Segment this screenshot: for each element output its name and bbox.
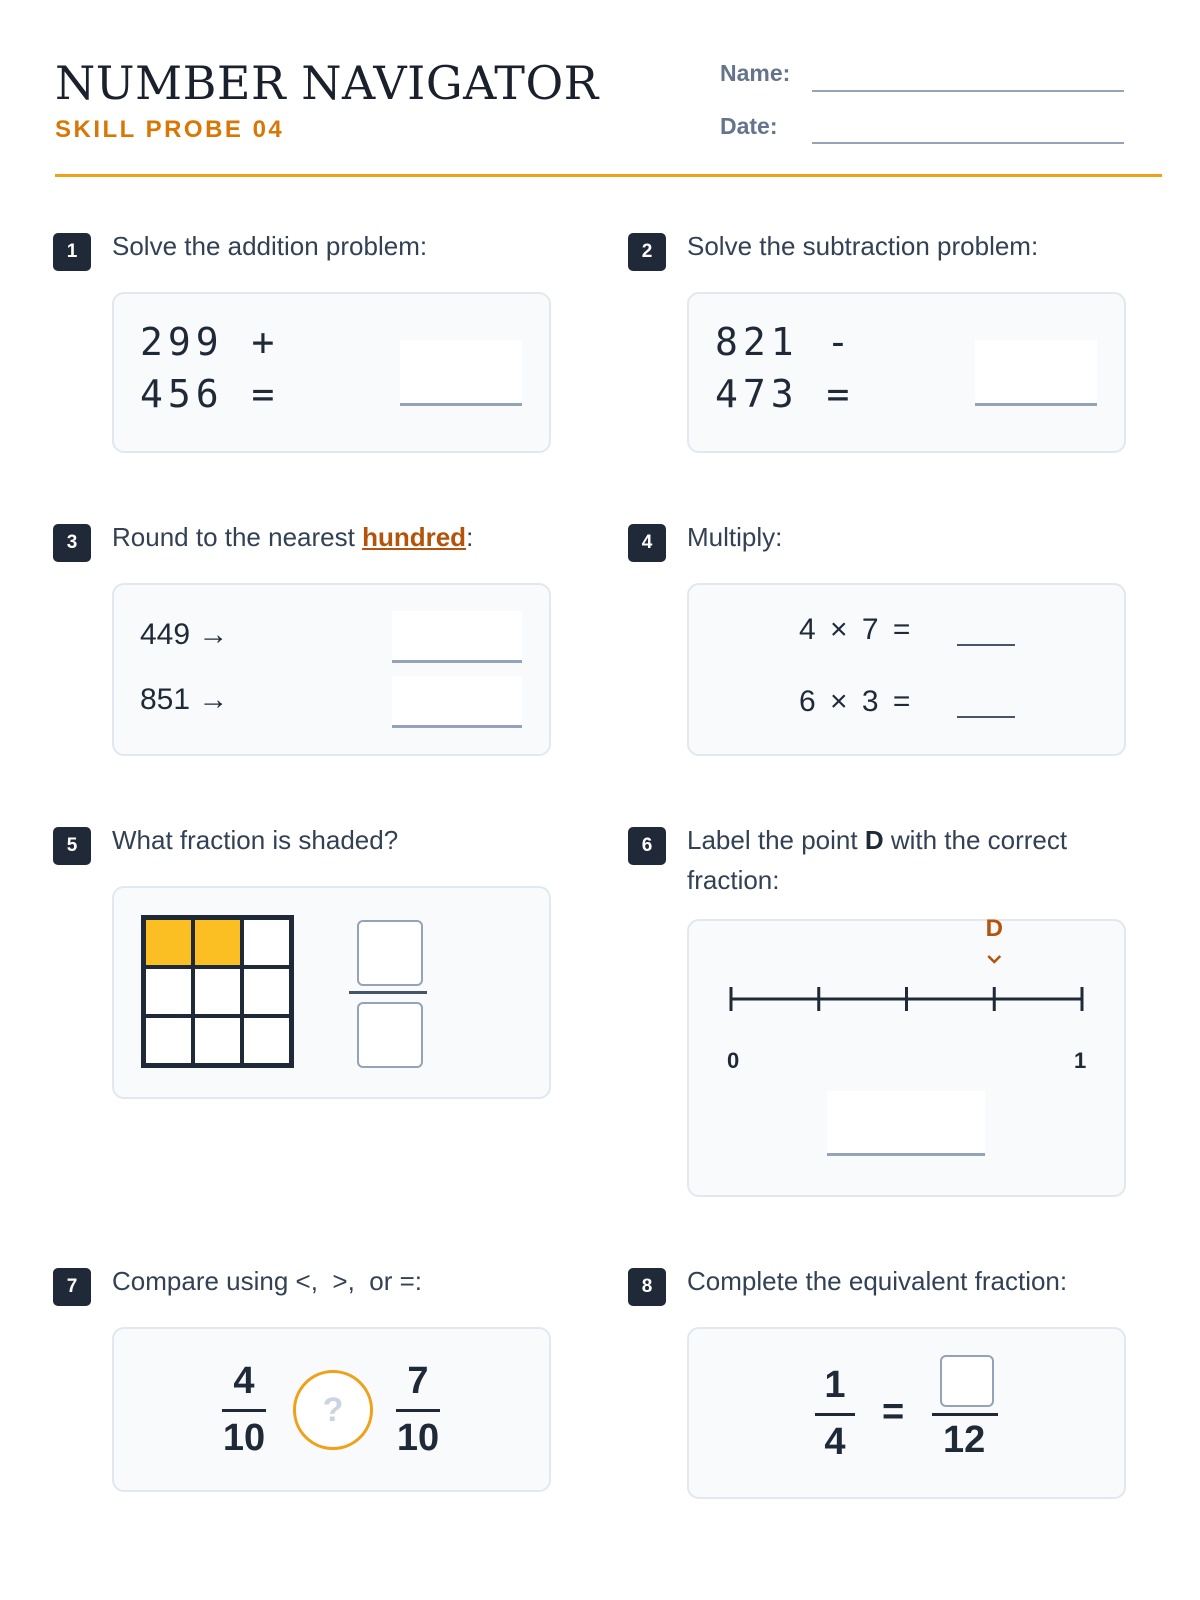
addition-card <box>112 292 551 453</box>
question-number-badge: 4 <box>628 524 666 562</box>
number-line-end-label: 1 <box>1074 1048 1087 1073</box>
multiply-answer-2[interactable] <box>957 716 1015 718</box>
fraction-bar <box>396 1409 440 1412</box>
prompt-text: : <box>466 522 474 552</box>
date-field[interactable] <box>812 142 1124 144</box>
numerator-box[interactable] <box>357 920 423 986</box>
header-divider <box>55 174 1162 177</box>
question-prompt <box>687 820 1127 900</box>
question-number-badge: 1 <box>53 233 91 271</box>
addition-answer-box[interactable] <box>400 340 522 406</box>
target-denominator: 12 <box>943 1419 986 1461</box>
grid-cell <box>193 1016 242 1065</box>
grid-cell <box>193 967 242 1016</box>
number-line-start-label: 0 <box>727 1048 740 1073</box>
fraction-bar <box>349 991 427 994</box>
fraction-bar <box>815 1413 855 1416</box>
subtraction-card <box>687 292 1126 453</box>
question-number-badge: 7 <box>53 1268 91 1306</box>
rounding-answer-box-2[interactable] <box>392 676 522 728</box>
point-name: D <box>864 825 884 855</box>
subtraction-answer-box[interactable] <box>975 340 1097 406</box>
point-d-answer-box[interactable] <box>827 1091 985 1156</box>
right-numerator: 7 <box>407 1360 429 1402</box>
compare-card <box>112 1327 551 1492</box>
given-numerator: 1 <box>824 1364 846 1406</box>
date-label: Date: <box>720 113 778 139</box>
question-prompt: Compare using <, >, or =: <box>112 1266 422 1296</box>
denominator-box[interactable] <box>357 1002 423 1068</box>
addition-line-1: 299 + <box>140 320 280 364</box>
worksheet-title: NUMBER NAVIGATOR <box>55 56 599 110</box>
addition-line-2: 456 = <box>140 372 280 416</box>
grid-cell-shaded <box>193 918 242 967</box>
grid-cell <box>242 967 291 1016</box>
number-line-card <box>687 915 1126 1197</box>
question-number-badge: 8 <box>628 1268 666 1306</box>
name-field[interactable] <box>812 90 1124 92</box>
fraction-bar <box>932 1413 998 1416</box>
right-denominator: 10 <box>396 1417 440 1459</box>
grid-cell <box>242 1016 291 1065</box>
subtraction-line-1: 821 - <box>715 320 855 364</box>
prompt-text: with the correct fraction: <box>687 825 1068 895</box>
compare-symbol-circle[interactable]: ? <box>293 1370 373 1450</box>
question-prompt: What fraction is shaded? <box>112 825 399 855</box>
multiply-answer-1[interactable] <box>957 644 1015 646</box>
multiply-item-2: 6 × 3 = <box>799 685 911 718</box>
multiply-item-1: 4 × 7 = <box>799 613 911 646</box>
grid-cell <box>144 967 193 1016</box>
fraction-bar <box>222 1409 266 1412</box>
given-denominator: 4 <box>824 1421 846 1463</box>
question-number-badge: 5 <box>53 827 91 865</box>
number-line <box>689 921 1124 1081</box>
rounding-card <box>112 583 551 756</box>
fraction-grid <box>141 915 294 1068</box>
left-fraction <box>222 1359 266 1460</box>
rounding-item-1: 449 → <box>140 618 229 651</box>
question-number-badge: 2 <box>628 233 666 271</box>
question-number-badge: 6 <box>628 827 666 865</box>
missing-numerator-box[interactable] <box>940 1355 994 1407</box>
highlight-word: hundred <box>362 522 467 552</box>
multiply-card <box>687 583 1126 756</box>
left-denominator: 10 <box>222 1417 266 1459</box>
question-prompt: Solve the addition problem: <box>112 231 428 261</box>
name-label: Name: <box>720 60 791 86</box>
rounding-item-2: 851 → <box>140 683 229 716</box>
equals-sign: = <box>882 1391 905 1433</box>
prompt-text: Round to the nearest <box>112 522 363 552</box>
equivalent-fraction-card <box>687 1327 1126 1499</box>
grid-cell <box>144 1016 193 1065</box>
rounding-answer-box-1[interactable] <box>392 611 522 663</box>
question-prompt: Complete the equivalent fraction: <box>687 1266 1068 1296</box>
left-numerator: 4 <box>233 1360 255 1402</box>
fraction-grid-card <box>112 886 551 1099</box>
question-prompt <box>112 517 473 557</box>
chevron-down-icon <box>988 956 1000 962</box>
prompt-text: Label the point <box>687 825 865 855</box>
question-prompt: Solve the subtraction problem: <box>687 231 1039 261</box>
question-prompt: Multiply: <box>687 522 783 552</box>
right-fraction <box>396 1359 440 1460</box>
given-fraction <box>813 1363 857 1464</box>
worksheet-subtitle: SKILL PROBE 04 <box>55 116 285 143</box>
grid-cell-shaded <box>144 918 193 967</box>
point-d-label: D <box>985 915 1003 942</box>
subtraction-line-2: 473 = <box>715 372 855 416</box>
question-number-badge: 3 <box>53 524 91 562</box>
grid-cell <box>242 918 291 967</box>
